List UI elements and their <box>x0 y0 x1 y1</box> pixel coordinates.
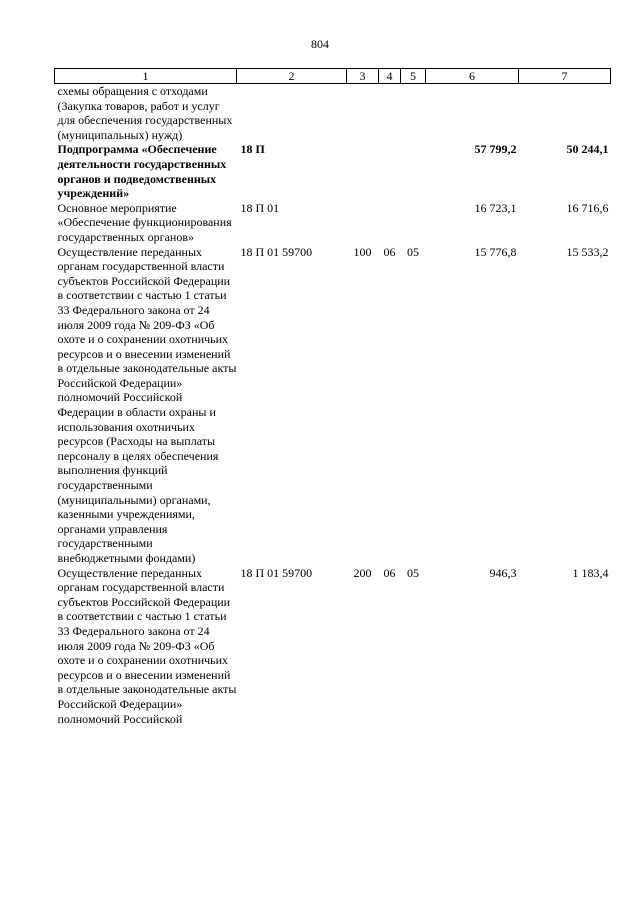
row-name: Подпрограмма «Обеспечение деятельности государственных органов и подведомственных учреждений» <box>57 142 227 201</box>
table-row <box>55 245 611 566</box>
header-col-6: 6 <box>426 69 519 84</box>
row-sum-2: 16 716,6 <box>566 200 609 215</box>
table-row <box>55 142 611 200</box>
table-body <box>55 84 611 727</box>
row-name: Основное мероприятие «Обеспечение функционирования государственных органов» <box>57 200 232 244</box>
row-sum-1: 57 799,2 <box>474 142 517 157</box>
row-sum-2: 1 183,4 <box>572 565 609 580</box>
row-pr <box>401 142 426 200</box>
row-pr: 05 <box>407 244 419 259</box>
row-code: 18 П 01 59700 <box>240 565 313 580</box>
row-rz <box>379 201 401 245</box>
header-col-2: 2 <box>237 69 347 84</box>
page-number: 804 <box>311 37 329 51</box>
row-sum-2 <box>519 84 611 143</box>
row-rz <box>379 142 401 200</box>
row-vr <box>347 201 379 245</box>
header-row <box>55 69 611 84</box>
row-sum-1 <box>426 84 519 143</box>
row-code: 18 П <box>240 142 265 157</box>
row-name: Осуществление переданных органам государственной власти субъектов Российской Федерации в соответствии с частью 1 статьи 33 Федерального закона от 24 июля 2009 года № 209-ФЗ «Об охоте и о сохранении охотничьих ресурсов и о внесении изменений в отдельные законодательные акты Российской Федерации» полномочий Российской Федерации в области охраны и использования охотничьих ресурсов (Расходы на выплаты персоналу в целях обеспечения выполнения функций государственными (муниципальными) органами, казенными учреждениями, органами управления государственными внебюджетными фондами) <box>57 244 237 565</box>
header-col-4: 4 <box>379 69 401 84</box>
row-pr <box>401 201 426 245</box>
header-col-1: 1 <box>55 69 237 84</box>
row-vr: 100 <box>353 244 372 259</box>
table-header <box>55 69 611 84</box>
row-pr: 05 <box>407 565 419 580</box>
row-code: 18 П 01 <box>240 200 280 215</box>
row-sum-1: 16 723,1 <box>474 200 517 215</box>
row-rz <box>379 84 401 143</box>
row-sum-1: 946,3 <box>489 565 517 580</box>
table-row <box>55 566 611 727</box>
row-sum-2: 50 244,1 <box>566 142 609 157</box>
row-code: 18 П 01 59700 <box>240 244 313 259</box>
row-vr <box>347 142 379 200</box>
header-col-5: 5 <box>401 69 426 84</box>
row-rz: 06 <box>383 244 396 259</box>
row-vr: 200 <box>353 565 372 580</box>
row-pr <box>401 84 426 143</box>
row-rz: 06 <box>383 565 396 580</box>
row-name: Осуществление переданных органам государственной власти субъектов Российской Федерации в соответствии с частью 1 статьи 33 Федерального закона от 24 июля 2009 года № 209-ФЗ «Об охоте и о сохранении охотничьих ресурсов и о внесении изменений в отдельные законодательные акты Российской Федерации» полномочий Российской <box>57 565 237 726</box>
header-col-7: 7 <box>519 69 611 84</box>
row-code <box>237 84 347 143</box>
header-col-3: 3 <box>347 69 379 84</box>
row-sum-1: 15 776,8 <box>474 244 517 259</box>
row-vr <box>347 84 379 143</box>
row-name: схемы обращения с отходами (Закупка товаров, работ и услуг для обеспечения государственных (муниципальных) нужд) <box>57 84 233 142</box>
row-sum-2: 15 533,2 <box>566 244 609 259</box>
table-row <box>55 201 611 245</box>
budget-table <box>54 68 611 726</box>
table-row <box>55 84 611 143</box>
